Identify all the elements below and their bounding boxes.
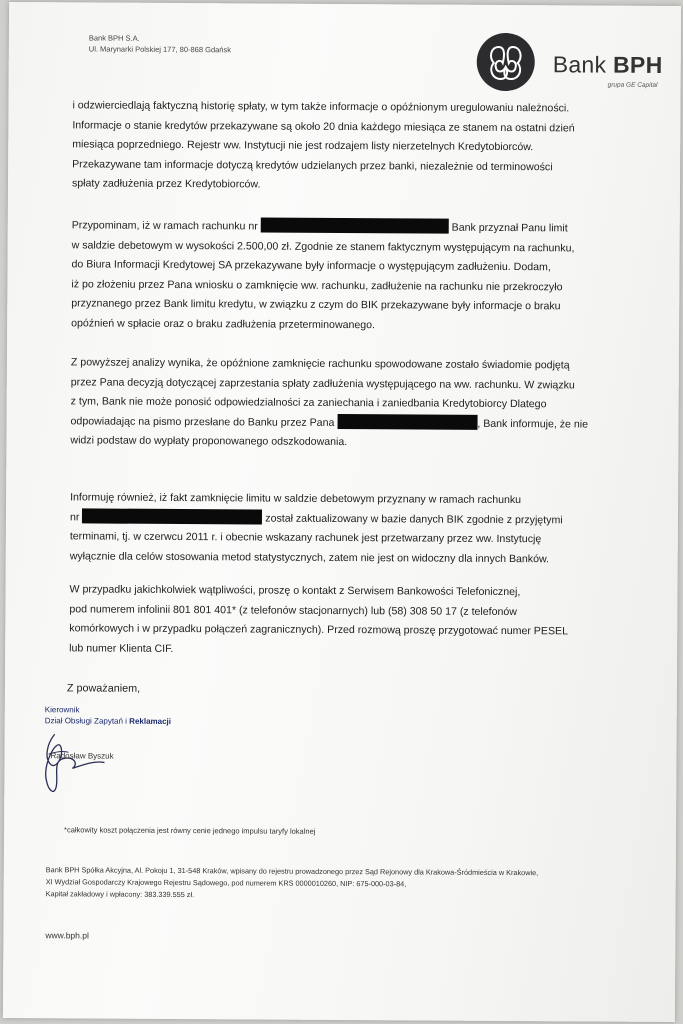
redacted-account-number	[261, 217, 449, 233]
logo-subtitle: grupa GE Capital	[607, 81, 658, 89]
company-footer: Bank BPH Spółka Akcyjna, Al. Pokoju 1, 31-548 Kraków, wpisany do rejestru prowadzonego przez Sąd Rejonowy dla Krakowa-Śródmieścia w Krakowie, XI Wydział Gospodarczy Krajowego Rejestru Sądowego, pod numerem KRS 0000010260, NIP: 675-000-03-84, Kapitał zakładowy i wpłacony: 383.339.555 zł.	[45, 865, 539, 900]
sender-address: Ul. Marynarki Polskiej 177, 80-868 Gdańsk	[88, 44, 232, 55]
redacted-account-number-2	[82, 508, 262, 524]
logo-emblem-icon	[477, 33, 535, 91]
paragraph-2: Przypominam, iż w ramach rachunku nr Bank przyznał Panu limit w saldzie debetowym w wysokości 2.500,00 zł. Zgodnie ze stanem faktycznym występującym na rachunku, do Biura Informacji Kredytowej SA przekazywane były informacje o występującym zadłużeniu. Dodam, iż po złożeniu przez Pana wniosku o zamknięcie ww. rachunku, zadłużenie na rachunku nie przekroczyło przyznanego przez Bank limitu kredytu, w związku z czym do BIK przekazywane były informacje o braku opóźnień w spłacie oraz o braku zadłużenia przeterminowanego.	[71, 219, 575, 331]
paragraph-3: Z powyższej analizy wynika, że opóźnione zamknięcie rachunku spowodowane zostało świadomie podjętą przez Pana decyzją dotyczącej zaprzestania spłaty zadłużenia występującego na ww. rachunku. W związku z tym, Bank nie może ponosić odpowiedzialności za zaniechania i zaniedbania Kredytobiorcy Dlatego odpowiadając na pismo przesłane do Banku przez Pana , Bank informuje, że nie widzi podstaw do wypłaty proponowanego odszkodowania.	[70, 356, 589, 449]
letter-page	[3, 2, 681, 1022]
logo-wordmark: Bank BPH	[552, 51, 663, 78]
sender-name: Bank BPH S.A.	[88, 33, 140, 43]
closing-salutation: Z poważaniem,	[66, 682, 141, 695]
signatory-name: Radosław Byszuk	[50, 751, 114, 761]
paragraph-5: W przypadku jakichkolwiek wątpliwości, proszę o kontakt z Serwisem Bankowości Telefonicznej, pod numerem infolinii 801 801 401* (z telefonów stacjonarnych) lub (58) 308 50 17 (z telefonów komórkowych i w przypadku połączeń zagranicznych). Przed rozmową proszę przygotować numer PESEL lub numer Klienta CIF.	[69, 583, 569, 655]
sender-block	[89, 32, 231, 55]
website-link[interactable]: www.bph.pl	[45, 930, 89, 941]
signatory-title: Kierownik Dział Obsługi Zapytań i Reklamacji	[44, 705, 172, 726]
handwritten-signature	[34, 724, 124, 805]
paragraph-1: i odzwierciedlają faktyczną historię spłaty, w tym także informacje o opóźnionym uregulowaniu należności. Informacje o stanie kredytów przekazywane są około 20 dnia każdego miesiąca ze stanem na ostatni dzień miesiąca poprzedniego. Rejestr ww. Instytucji nie jest rodzajem listy nierzetelnych Kredytobiorców. Przekazywane tam informacje dotyczą kredytów udzielanych przez banki, niezależnie od terminowości spłaty zadłużenia przez Kredytobiorców.	[71, 99, 575, 191]
redacted-name	[337, 413, 477, 429]
footnote: *całkowity koszt połączenia jest równy cenie jednego impulsu taryfy lokalnej	[64, 825, 316, 836]
bank-logo	[477, 33, 677, 94]
paragraph-4: Informuję również, iż fakt zamknięcie limitu w saldzie debetowym przyznany w ramach rachunku nr został zaktualizowany w bazie danych BIK zgodnie z przyjętymi terminami, tj. w czerwcu 2011 r. i obecnie wskazany rachunek jest przetwarzany przez ww. Instytucję wyłącznie dla celów stosowania metod statystycznych, zatem nie jest on widoczny dla innych Banków.	[69, 491, 563, 565]
